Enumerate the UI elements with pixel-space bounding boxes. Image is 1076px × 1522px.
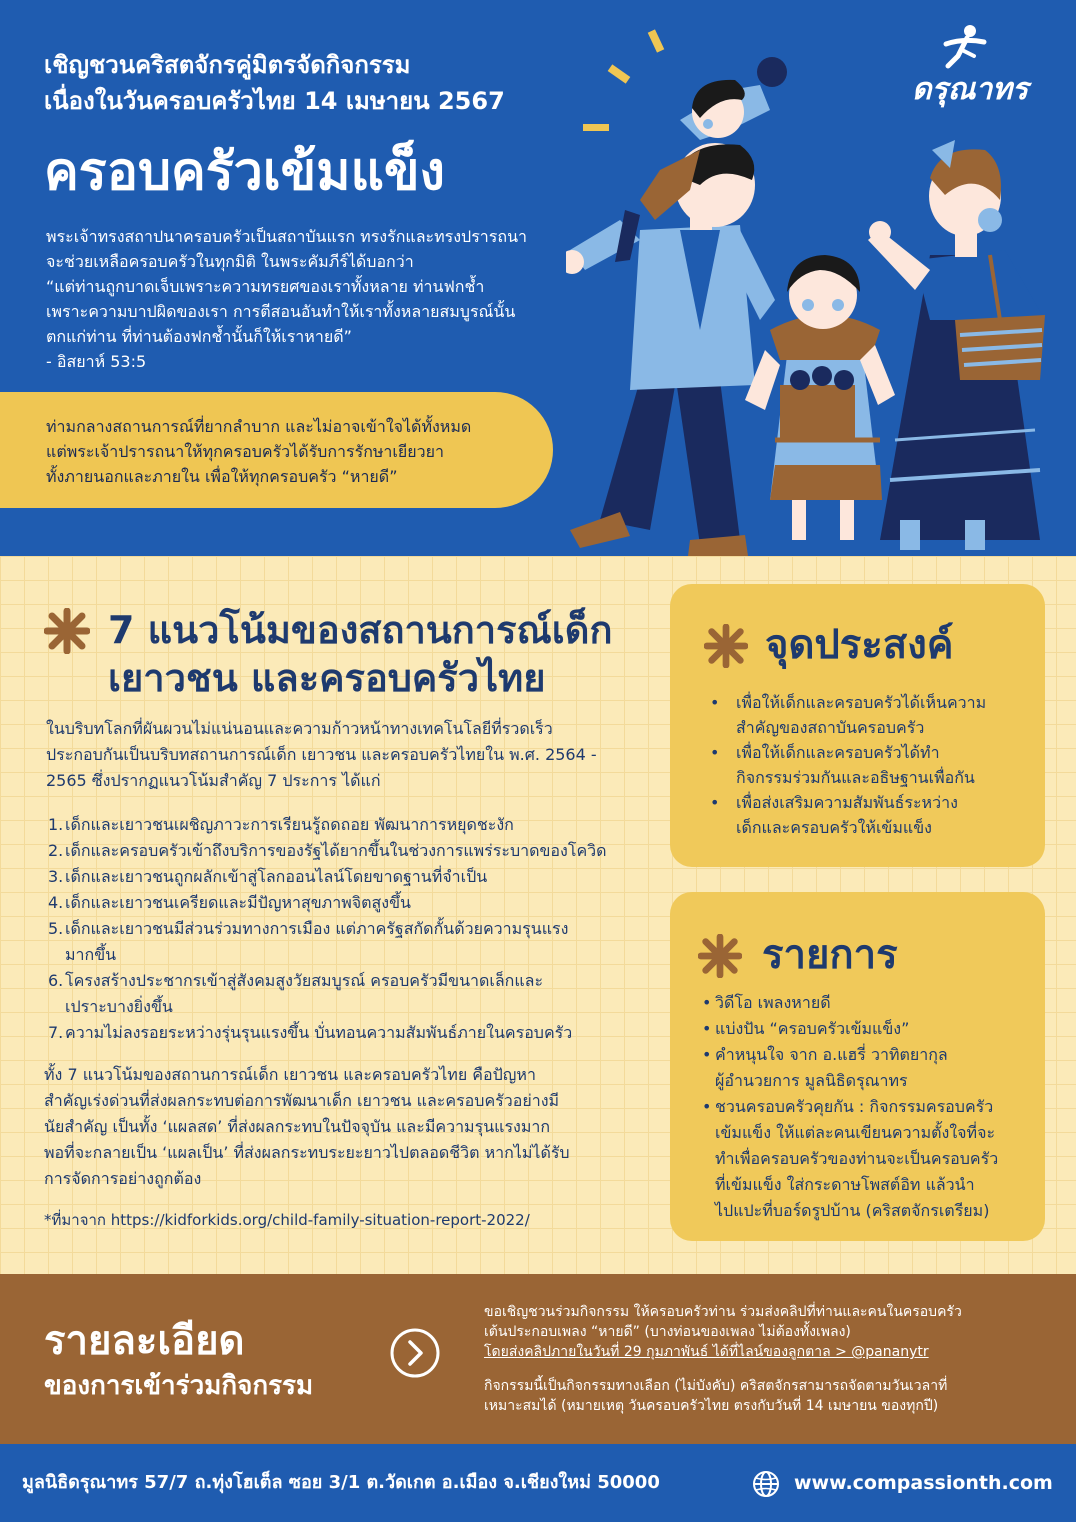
trends-title-line-1: 7 แนวโน้มของสถานการณ์เด็ก: [108, 608, 613, 652]
details-para-2: กิจกรรมนี้เป็นกิจกรรมทางเลือก (ไม่บังคับ) คริสตจักรสามารถจัดตามวันเวลาที่ เหมาะสมได้ (หมายเหตุ วันครอบครัวไทย ตรงกับวันที่ 14 เมษายน ของทุกปี): [484, 1378, 948, 1414]
verse-line: “แต่ท่านถูกบาดเจ็บเพราะความทรยศของเราทั้งหลาย ท่านฟกช้ำ: [46, 277, 485, 296]
header-banner: [0, 0, 1076, 556]
agenda-title: รายการ: [762, 932, 898, 978]
logo-text: ดรุณาทร: [912, 72, 1029, 107]
hero-title: ครอบครัวเข้มแข็ง: [44, 142, 445, 202]
purpose-card: [670, 584, 1045, 867]
details-subtitle: ของการเข้าร่วมกิจกรรม: [44, 1371, 314, 1401]
intro-line: ในบริบทโลกที่ผันผวนไม่แน่นอนและความก้าวหน้าทางเทคโนโลยีที่รวดเร็ว: [46, 719, 553, 738]
summary-line: พอที่จะกลายเป็น ‘แผลเป็น’ ที่ส่งผลกระทบระยะยาวไปตลอดชีวิต หากไม่ได้รับ: [44, 1143, 570, 1162]
trends-summary: [44, 1062, 570, 1192]
agenda-card: [670, 892, 1045, 1241]
callout-line: ทั้งภายนอกและภายใน เพื่อให้ทุกครอบครัว “หายดี”: [46, 467, 398, 486]
asterisk-icon: [698, 934, 742, 978]
asterisk-icon: [704, 624, 748, 668]
verse-line: ตกแก่ท่าน ที่ท่านต้องฟกช้ำนั้นก็ให้เราหายดี”: [46, 327, 352, 346]
purpose-title: จุดประสงค์: [765, 622, 954, 668]
agenda-list: • วิดีโอ เพลงหายดี • แบ่งปัน “ครอบครัวเข้มแข็ง” • คำหนุนใจ จาก อ.แฮรี่ วาทิตยากุล ผู้อำนวยการ มูลนิธิดรุณาทร • ชวนครอบครัวคุยกัน : กิจกรรมครอบครัว เข้มแข็ง ให้แต่ละคนเขียนความตั้งใจที่จะ ทำเพื่อครอบครัวของท่านจะเป็นครอบครัว ที่เข้มแข็ง ใส่กระดาษโพสต์อิท แล้วนำ ไปแปะที่บอร์ดรูปบ้าน (คริสตจักรเตรียม): [702, 993, 999, 1220]
callout-line: แต่พระเจ้าปรารถนาให้ทุกครอบครัวได้รับการรักษาเยียวยา: [46, 442, 444, 461]
summary-line: ทั้ง 7 แนวโน้มของสถานการณ์เด็ก เยาวชน และครอบครัวไทย คือปัญหา: [44, 1065, 536, 1084]
list-item: 6. โครงสร้างประชากรเข้าสู่สังคมสูงวัยสมบูรณ์ ครอบครัวมีขนาดเล็กและ เปราะบางยิ่งขึ้น: [48, 971, 544, 1016]
intro-line: 2565 ซึ่งปรากฏแนวโน้มสำคัญ 7 ประการ ได้แก่: [46, 771, 381, 790]
family-illustration: [566, 26, 1056, 556]
footer-bar: [0, 1444, 1076, 1522]
callout-box: [0, 392, 553, 508]
summary-line: การจัดการอย่างถูกต้อง: [44, 1169, 202, 1188]
verse-line: จะช่วยเหลือครอบครัวในทุกมิติ ในพระคัมภีร์ได้บอกว่า: [46, 252, 414, 271]
content-section: [0, 556, 1076, 1274]
verse-line: พระเจ้าทรงสถาปนาครอบครัวเป็นสถาบันแรก ทรงรักและทรงปรารถนา: [46, 227, 527, 246]
list-item: 4. เด็กและเยาวชนเครียดและมีปัญหาสุขภาพจิตสูงขึ้น: [48, 893, 411, 912]
globe-icon: [752, 1470, 780, 1498]
list-item: 2. เด็กและครอบครัวเข้าถึงบริการของรัฐได้ยากขึ้นในช่วงการแพร่ระบาดของโควิด: [48, 841, 607, 860]
footer-website-link[interactable]: www.compassionth.com: [794, 1472, 1053, 1494]
footer-address: มูลนิธิดรุณาทร 57/7 ถ.ทุ่งโฮเต็ล ซอย 3/1 ต.วัดเกต อ.เมือง จ.เชียงใหม่ 50000: [22, 1472, 660, 1493]
asterisk-icon: [44, 608, 90, 654]
list-item: 3. เด็กและเยาวชนถูกผลักเข้าสู่โลกออนไลน์โดยขาดฐานที่จำเป็น: [48, 867, 488, 886]
details-section: [0, 1274, 1076, 1444]
trends-title-line-2: เยาวชน และครอบครัวไทย: [108, 656, 546, 700]
purpose-list: • เพื่อให้เด็กและครอบครัวได้เห็นความ สำคัญของสถาบันครอบครัว • เพื่อให้เด็กและครอบครัวได้ทำ กิจกรรมร่วมกันและอธิษฐานเพื่อกัน • เพื่อส่งเสริมความสัมพันธ์ระหว่าง เด็กและครอบครัวให้เข้มแข็ง: [710, 693, 987, 837]
verse-reference: - อิสยาห์ 53:5: [46, 352, 147, 371]
trends-intro: [46, 716, 597, 794]
bible-verse: [46, 224, 527, 374]
source-note: *ที่มาจาก https://kidforkids.org/child-family-situation-report-2022/: [44, 1211, 530, 1229]
arrow-circle-icon[interactable]: [389, 1327, 441, 1379]
list-item: 1. เด็กและเยาวชนเผชิญภาวะการเรียนรู้ถดถอย พัฒนาการหยุดชะงัก: [48, 815, 514, 834]
summary-line: นัยสำคัญ เป็นทั้ง ‘แผลสด’ ที่ส่งผลกระทบในปัจจุบัน และมีความรุนแรงมาก: [44, 1117, 551, 1136]
invite-line-1: เชิญชวนคริสตจักรคู่มิตรจัดกิจกรรม: [44, 51, 411, 79]
callout-line: ท่ามกลางสถานการณ์ที่ยากลำบาก และไม่อาจเข้าใจได้ทั้งหมด: [46, 417, 472, 436]
list-item: 5. เด็กและเยาวชนมีส่วนร่วมทางการเมือง แต่ภาครัฐสกัดกั้นด้วยความรุนแรง มากขึ้น: [48, 919, 569, 964]
details-title: รายละเอียด: [44, 1318, 245, 1364]
trends-list: [48, 812, 648, 1046]
details-para-1: ขอเชิญชวนร่วมกิจกรรม ให้ครอบครัวท่าน ร่วมส่งคลิปที่ท่านและคนในครอบครัว เต้นประกอบเพลง “หายดี” (บางท่อนของเพลง ไม่ต้องทั้งเพลง) โดยส่งคลิปภายในวันที่ 29 กุมภาพันธ์ ได้ที่ไลน์ของลูกตาล > @pananytr: [484, 1304, 962, 1360]
summary-line: สำคัญเร่งด่วนที่ส่งผลกระทบต่อการพัฒนาเด็ก เยาวชน และครอบครัวอย่างมี: [44, 1091, 560, 1110]
clip-submission-link[interactable]: โดยส่งคลิปภายในวันที่ 29 กุมภาพันธ์ ได้ที่ไลน์ของลูกตาล > @pananytr: [484, 1344, 929, 1360]
intro-line: ประกอบกันเป็นบริบทสถานการณ์เด็ก เยาวชน และครอบครัวไทยใน พ.ศ. 2564 -: [46, 745, 597, 764]
verse-line: เพราะความบาปผิดของเรา การตีสอนอันทำให้เราทั้งหลายสมบูรณ์นั้น: [46, 302, 516, 321]
list-item: 7. ความไม่ลงรอยระหว่างรุ่นรุนแรงขึ้น บั่นทอนความสัมพันธ์ภายในครอบครัว: [48, 1023, 573, 1042]
invite-line-2: เนื่องในวันครอบครัวไทย 14 เมษายน 2567: [44, 87, 505, 115]
